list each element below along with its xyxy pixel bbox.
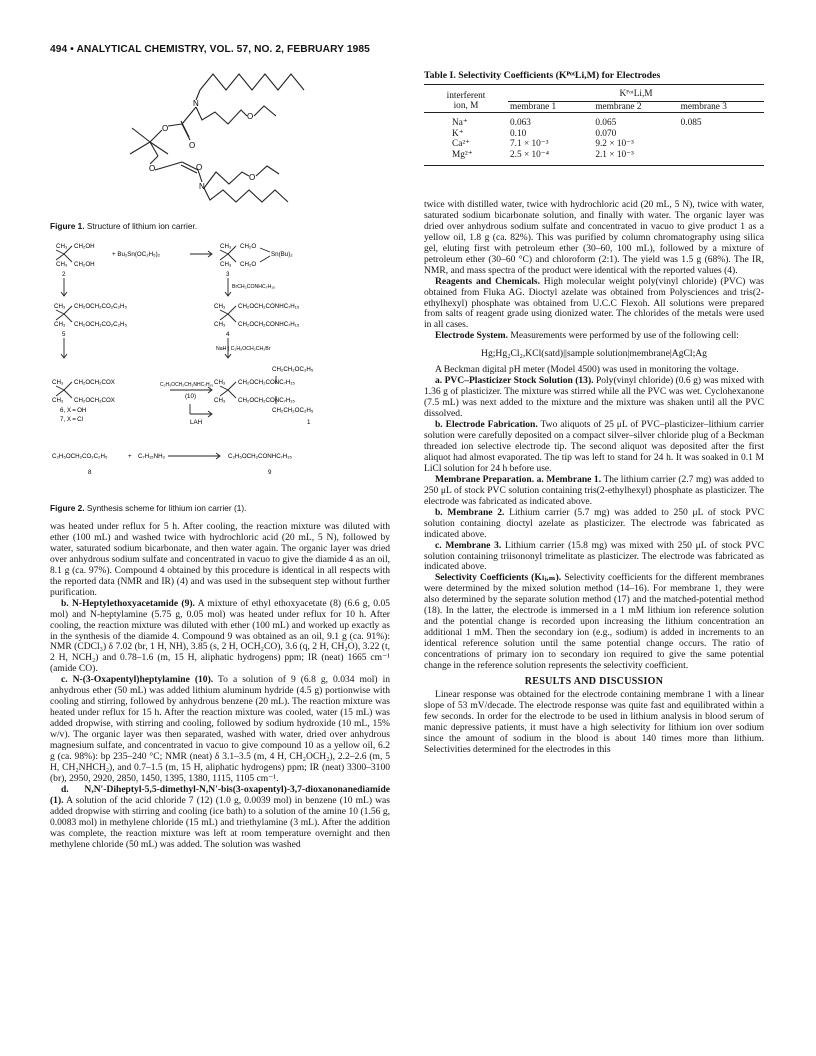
paragraph-text: A solution of the acid chloride 7 (12) (1.0 g, 0.0039 mol) in benzene (10 mL) was added dropwise with stirring and cooling (ice bath) to a solution of the amine 10 (1.56 g, 0.0083 mol) in methylene chloride (15 mL) and triethylamine (3 mL). After the addition was complete, the reaction mixture was left at room temperature overnight and then methylene chloride (50 mL) was added. The solution was washed bbox=[50, 794, 390, 850]
left-body-text bbox=[50, 522, 390, 851]
scheme-label: CH₃ bbox=[214, 321, 226, 328]
running-header: 494 • ANALYTICAL CHEMISTRY, VOL. 57, NO. 2, FEBRUARY 1985 bbox=[50, 44, 370, 55]
oxygen-atom-2: O bbox=[189, 141, 196, 150]
scheme-reagent: LAH bbox=[190, 419, 203, 426]
paragraph-text: To a solution of 9 (6.8 g, 0.034 mol) in anhydrous ether (50 mL) was added lithium aluminum hydride (4.5 g) portionwise with cooling and stirring, followed by anhydrous benzene (20 mL). The reaction mixture was heated under reflux for 15 h. After the reaction mixture was cooled, water (15 mL) was added dropwise, with stirring and cooling, followed by sodium hydroxide (10 mL, 15% w/v). The organic layer was then separated, washed with water, dried over anhydrous magnesium sulfate, and concentrated in vacuo to give compound 10 as a yellow oil, 6.2 g (ca. 98%): bp 235–240 °C; NMR (neat) δ 3.1–3.5 (m, 4 H, CH₂OCH₂), 2.2–2.6 (m, 5 H, CH₂NHCH₂), and 0.7–1.5 (m, 15 H, aliphatic hydrogens) ppm; IR (neat) 3300–3100 (br), 2950, 2920, 2850, 1450, 1395, 1380, 1115, 1105 cm⁻¹. bbox=[50, 674, 390, 784]
compound-number: 6, X = OH bbox=[60, 407, 87, 414]
nitrogen-atom-1: N bbox=[193, 99, 199, 108]
paragraph: was heated under reflux for 5 h. After cooling, the reaction mixture was diluted with ether (100 mL) and washed twice with hydrochloric acid (20 mL, 5 N), followed by water, saturated sodium bicarbonate, and then water again. The organic layer was dried over anhydrous sodium sulfate and concentrated in vacuo to give the diamide 4 as an oil, 8.1 g (ca. 97%). Compound 4 obtained by this procedure is identical in all respects with the reported data (NMR and IR) (4) and was used in the subsequent step without further purification. bbox=[50, 521, 390, 598]
scheme-label: CH₂OH bbox=[74, 243, 95, 250]
table-cell bbox=[679, 129, 764, 139]
synthesis-scheme bbox=[50, 240, 390, 492]
scheme-label: CH₂CH₂OC₂H₅ bbox=[272, 366, 314, 373]
table-cell: 9.2 × 10⁻³ bbox=[595, 139, 634, 150]
paragraph bbox=[424, 475, 764, 508]
oxygen-atom-4: O bbox=[149, 164, 156, 173]
scheme-label: CH₃ bbox=[52, 397, 64, 404]
table-cell: 2.1 × 10⁻³ bbox=[595, 149, 634, 160]
table-row bbox=[424, 118, 764, 128]
table-row bbox=[424, 150, 764, 160]
table-cell: 2.5 × 10⁻⁴ bbox=[510, 149, 549, 160]
paragraph-text: Poly(vinyl chloride) (0.6 g) was mixed with 1.36 g of plasticizer. The mixture was stirred while all the PVC was wet. Cyclohexanone (7.5 mL) was next added to the mixture and the mixture was shaken until all the PVC dissolved. bbox=[424, 375, 764, 420]
paragraph: twice with distilled water, twice with hydrochloric acid (20 mL, 5 N), twice with water, saturated sodium bicarbonate solution, and finally with water. The organic layer was dried over anhydrous sodium sulfate and concentrated in vacuo to give product 1 as a yellow oil, 1.8 g (ca. 82%). This was purified by column chromatography using silica gel, eluting first with petroleum ether (30–60, 100 mL), followed by a mixture of petroleum ether (30–60 °C) and chloroform (2:1). The yield was 1.5 g (68%). The IR, NMR, and mass spectra of the product were identical with the reported values (4). bbox=[424, 198, 764, 276]
section-heading: Selectivity Coefficients (Kₗᵢ,ₘ). bbox=[435, 572, 562, 584]
subsection-heading: c. Membrane 3. bbox=[435, 539, 502, 551]
scheme-label: CH₃ bbox=[214, 379, 226, 386]
scheme-label: CH₃ bbox=[56, 243, 68, 250]
scheme-label: CH₂OCH₂CONHC₇H₁₅ bbox=[238, 321, 300, 328]
scheme-label: CH₂CH₂OC₂H₅ bbox=[272, 407, 314, 414]
table-stub-head: ion, M bbox=[424, 101, 508, 112]
scheme-label: CH₃ bbox=[52, 379, 64, 386]
section-heading: Electrode System. bbox=[435, 330, 509, 342]
paragraph bbox=[424, 573, 764, 672]
figure-2-caption bbox=[50, 503, 390, 514]
nitrogen-atom-2: N bbox=[199, 182, 205, 191]
paragraph bbox=[50, 675, 390, 785]
oxygen-atom-5: O bbox=[196, 163, 203, 172]
scheme-label: CH₂OCH₂CONC₇H₁₅ bbox=[238, 379, 295, 386]
compound-number: 3 bbox=[226, 271, 230, 278]
figure-1-label: Figure 1. bbox=[50, 221, 85, 231]
figure-1-caption-text: Structure of lithium ion carrier. bbox=[84, 221, 198, 231]
paragraph bbox=[424, 331, 764, 342]
paragraph: A Beckman digital pH meter (Model 4500) was used in monitoring the voltage. bbox=[435, 364, 739, 376]
scheme-label: CH₃ bbox=[214, 397, 226, 404]
paragraph-text: Lithium carrier (5.7 mg) was added to 250 μL of stock PVC solution containing dioctyl azelate as plasticizer. The electrode was fabricated as indicated above. bbox=[424, 506, 764, 540]
table-cell bbox=[679, 139, 764, 149]
paragraph-text: Lithium carrier (15.8 mg) was mixed with 250 μL of stock PVC solution containing triisononyl trimelitate as plasticizer. The electrode was fabricated as indicated above. bbox=[424, 539, 764, 573]
scheme-label: CH₂O bbox=[240, 261, 257, 268]
scheme-reagent: C₂H₅OCH₂CH₂NHC₇H₁₅ bbox=[160, 382, 214, 388]
paragraph-text: The lithium carrier (2.7 mg) was added to 250 μL of stock PVC solution containing tris(2-ethylhexyl) phosphate as plasticizer. The electrode was fabricated as indicated above. bbox=[424, 473, 764, 507]
table-bottom-rule bbox=[424, 160, 764, 166]
scheme-label: CH₂OCH₂CO₂C₂H₅ bbox=[74, 303, 128, 310]
subsection-heading: d. N,N′-Diheptyl-5,5-dimethyl-N,N′-bis(3-oxapentyl)-3,7-dioxanonanediamide (1). bbox=[50, 783, 390, 806]
table-1 bbox=[424, 70, 764, 166]
table-col-header: membrane 1 bbox=[508, 101, 593, 112]
paragraph-text: Two aliquots of 25 μL of PVC–plasticizer–lithium carrier solution were carefully deposited on a compact silver–silver chloride plug of a Beckman threaded ion selective electrode tip. The second aliquot was deposited after the first aliquot had almost evaporated. The tip was left to stand for 24 h. It was soaked in 0.1 M LiCl solution for 24 h before use. bbox=[424, 419, 764, 474]
left-column bbox=[50, 70, 390, 851]
table-cell: 0.070 bbox=[595, 128, 617, 139]
table-cell: 7.1 × 10⁻³ bbox=[510, 139, 549, 150]
scheme-label: C₂H₅OCH₂CO₂C₂H₅ bbox=[52, 453, 108, 460]
scheme-reagent: NaH | C₂H₅OCH₂CH₂Br bbox=[216, 346, 271, 352]
scheme-label: CH₂OCH₂COX bbox=[74, 379, 115, 386]
compound-number: 9 bbox=[268, 469, 272, 476]
table-col-header: membrane 3 bbox=[679, 101, 764, 112]
paragraph: Linear response was obtained for the electrode containing membrane 1 with a linear slope of 53 mV/decade. The electrode response was quite fast and equilibrated within a few seconds. In order for the electrode to be used in lithium analysis in blood serum of manic depressive patients, it must have a high selectivity for lithium ion over sodium since the amount of sodium in the blood is about 140 times more than lithium. Selectivities determined for the electrodes in this bbox=[424, 689, 764, 755]
subsection-heading: b. Membrane 2. bbox=[435, 506, 505, 518]
scheme-label: C₂H₅OCH₂CONHC₇H₁₅ bbox=[228, 453, 292, 460]
compound-number: 2 bbox=[62, 271, 66, 278]
table-stub-head: interferent bbox=[446, 91, 486, 101]
results-heading: RESULTS AND DISCUSSION bbox=[524, 676, 664, 688]
paragraph-text: High molecular weight poly(vinyl chloride) (PVC) was obtained from Fluka AG. Dioctyl azelate was obtained from Polysciences and tris(2-ethylhexyl) phosphate was obtained from U.C.C Flexoh. All solutions were prepared from salts of reagent grade using dionized water. The chlorides of the metals were used in all cases. bbox=[424, 275, 765, 331]
compound-number: 7, X = Cl bbox=[60, 416, 83, 423]
right-body-text bbox=[424, 200, 764, 756]
oxygen-atom-6: O bbox=[249, 173, 256, 182]
scheme-label: CH₃ bbox=[54, 303, 66, 310]
table-row bbox=[424, 139, 764, 149]
subsection-heading: c. N-(3-Oxapentyl)heptylamine (10). bbox=[61, 674, 214, 686]
table-cell: 0.10 bbox=[510, 128, 527, 139]
scheme-reagent: BrCH₂CONHC₇H₁₅ bbox=[232, 284, 276, 290]
paragraph bbox=[424, 376, 764, 420]
paragraph bbox=[50, 785, 390, 851]
scheme-label: CH₃ bbox=[54, 321, 66, 328]
right-column bbox=[424, 70, 764, 756]
paragraph-text: Measurements were performed by use of the following cell: bbox=[508, 330, 739, 342]
paragraph-text: Selectivity coefficients for the different membranes were determined by the mixed solution method (14–16). For membrane 1, they were also determined by the separate solution method (17) and the matched-potential method (18). In the latter, the electrode is immersed in a 1 mM lithium ion reference solution and the potential change is recorded upon increasing the lithium concentration an additional 1 mM. Then the secondary ion (e.g., sodium) is added in increments to an identical reference solution until the same potential change occurs. The ratio of concentrations of primary ion to secondary ion required to give the same potential change in the reference solution represents the selectivity coefficient. bbox=[424, 572, 764, 672]
figure-1-caption bbox=[50, 221, 390, 232]
compound-number: 5 bbox=[62, 331, 66, 338]
section-heading: Reagents and Chemicals. bbox=[435, 275, 540, 287]
table-cell bbox=[679, 150, 764, 160]
figure-2-caption-text: Synthesis scheme for lithium ion carrier (1). bbox=[84, 503, 247, 513]
scheme-label: CH₂OCH₂COX bbox=[74, 397, 115, 404]
subsection-heading: b. N-Heptylethoxyacetamide (9). bbox=[61, 597, 195, 609]
compound-number: 8 bbox=[88, 469, 92, 476]
table-cell: K⁺ bbox=[452, 128, 464, 139]
figure-2 bbox=[50, 240, 390, 514]
compound-number: 4 bbox=[226, 331, 230, 338]
paragraph-text: A mixture of ethyl ethoxyacetate (8) (6.6 g, 0.05 mol) and N-heptylamine (5.75 g, 0.05 mol) was heated under reflux for 10 h. After cooling, the reaction mixture was diluted with ether (100 mL) and worked up exactly as in the synthesis of the diamide 4. Compound 9 was obtained as an oil, 9.1 g (ca. 91%): NMR (CDCl₃) δ 7.02 (br, 1 H, NH), 3.85 (s, 2 H, OCH₂CO), 3.6 (q, 2 H, CH₂O), 3.22 (t, 2 H, NCH₂) and 0.78–1.6 (m, 15 H, aliphatic hydrogens) ppm; IR (neat) 1665 cm⁻¹ (amide CO). bbox=[50, 597, 390, 675]
scheme-label: CH₃ bbox=[220, 261, 232, 268]
oxygen-atom-1: O bbox=[247, 112, 254, 121]
table-cell: Na⁺ bbox=[452, 118, 468, 129]
scheme-label: CH₂OH bbox=[74, 261, 95, 268]
scheme-label: CH₂OCH₂CONC₇H₁₅ bbox=[238, 397, 295, 404]
scheme-label: CH₃ bbox=[56, 261, 68, 268]
scheme-label: CH₂OCH₂CONHC₇H₁₅ bbox=[238, 303, 300, 310]
table-col-header: membrane 2 bbox=[593, 101, 678, 112]
paragraph bbox=[50, 599, 390, 676]
compound-number: 1 bbox=[307, 419, 311, 426]
scheme-label: CH₃ bbox=[220, 243, 232, 250]
scheme-label: CH₂O bbox=[240, 243, 257, 250]
table-cell: Mg²⁺ bbox=[452, 149, 473, 160]
table-cell: Ca²⁺ bbox=[452, 139, 471, 150]
scheme-label: Sn(Bu)₂ bbox=[271, 251, 293, 258]
scheme-label: CH₃ bbox=[214, 303, 226, 310]
table-cell: 0.063 bbox=[510, 118, 531, 129]
scheme-label: + bbox=[128, 453, 132, 460]
table-cell: 0.085 bbox=[680, 118, 702, 129]
figure-1 bbox=[50, 70, 390, 232]
table-group-head: KᴾᵒᵗLi,M bbox=[508, 85, 764, 101]
paragraph bbox=[424, 277, 764, 332]
oxygen-atom-3: O bbox=[162, 124, 169, 133]
scheme-label: C₇H₁₅NH₂ bbox=[138, 453, 165, 460]
scheme-reagent: + Bu₂Sn(OC₂H₅)₂ bbox=[112, 251, 161, 258]
paragraph bbox=[424, 541, 764, 574]
table-title: Table I. Selectivity Coefficients (KᴾᵒᵗLi,M) for Electrodes bbox=[424, 70, 764, 85]
table-row bbox=[424, 129, 764, 139]
selectivity-table bbox=[424, 85, 764, 160]
lithium-carrier-structure bbox=[50, 70, 390, 210]
cell-notation: Hg;Hg₂Cl₂,KCl(satd)||sample solution|membrane|AgCl;Ag bbox=[481, 348, 707, 360]
subsection-heading: a. PVC–Plasticizer Stock Solution (13). bbox=[435, 375, 594, 387]
scheme-label: CH₂OCH₂CO₂C₂H₅ bbox=[74, 321, 128, 328]
figure-2-label: Figure 2. bbox=[50, 503, 85, 513]
paragraph bbox=[424, 420, 764, 475]
paragraph bbox=[424, 508, 764, 541]
table-cell: 0.065 bbox=[595, 118, 617, 129]
scheme-reagent: (10) bbox=[185, 393, 197, 400]
subsection-heading: Membrane Preparation. a. Membrane 1. bbox=[435, 473, 602, 485]
subsection-heading: b. Electrode Fabrication. bbox=[435, 419, 538, 431]
